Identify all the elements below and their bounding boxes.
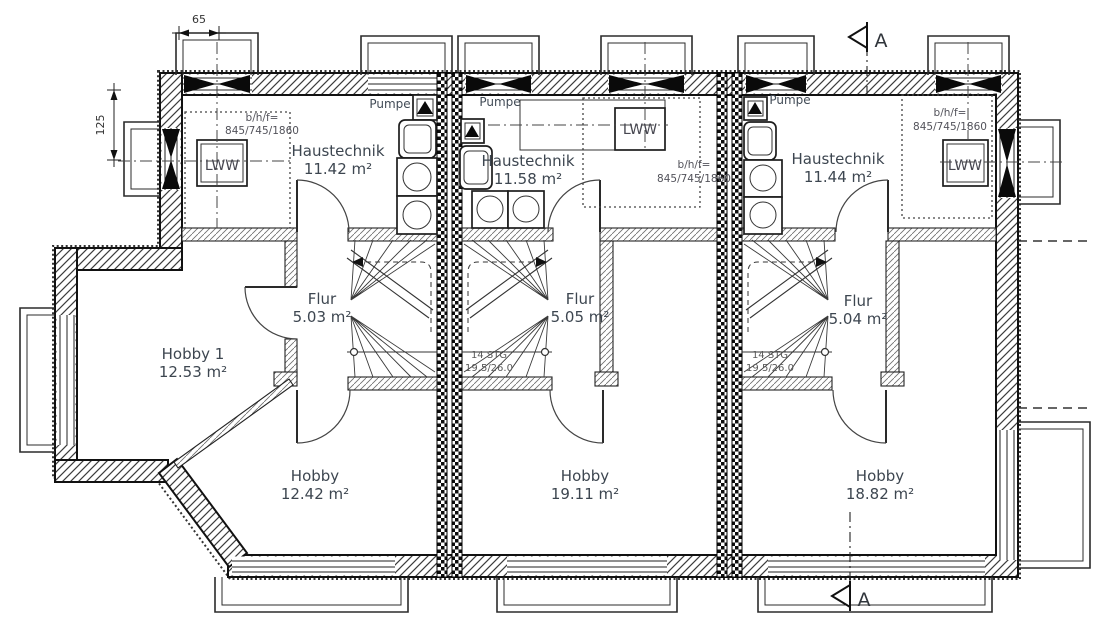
annotations [205, 93, 987, 374]
wall-chamfer [159, 459, 247, 567]
unit-2-fixtures [460, 42, 700, 228]
wall-north [160, 73, 1018, 95]
room-area-hobby-u3: 18.82 m² [845, 485, 915, 503]
room-area-flur-2: 5.05 m² [550, 308, 610, 326]
pump-label-u1: Pumpe [369, 97, 411, 111]
duct-spec-u2-l1: b/h/f= [677, 159, 711, 171]
room-label-flur-3: Flur [843, 292, 873, 310]
room-area-flur-1: 5.03 m² [292, 308, 352, 326]
room-label-flur-1: Flur [307, 290, 337, 308]
lightwell [124, 122, 160, 196]
dimension-left [94, 83, 121, 167]
room-label-haustechnik-1: Haustechnik [291, 142, 385, 160]
lightwell [738, 36, 814, 75]
dimension-top [172, 13, 226, 40]
lightwell [601, 36, 692, 75]
party-wall-2 [717, 73, 742, 577]
duct-spec-u1-l1: b/h/f= [245, 112, 279, 124]
bay-window [20, 308, 76, 452]
room-label-haustechnik-3: Haustechnik [791, 150, 885, 168]
stair-note-u2-l2: 19.5/26.0 [465, 363, 513, 374]
sink-icon [744, 122, 776, 160]
duct-spec-u3-l1: b/h/f= [933, 107, 967, 119]
room-label-flur-2: Flur [565, 290, 595, 308]
lightwell [458, 36, 539, 75]
sink-icon [399, 120, 436, 158]
room-area-hobby1: 12.53 m² [158, 363, 228, 381]
section-arrow-icon [849, 26, 867, 48]
room-label-hobby-u1: Hobby [290, 467, 340, 485]
room-label-haustechnik-2: Haustechnik [481, 152, 575, 170]
room-area-flur-3: 5.04 m² [828, 310, 888, 328]
party-wall-1 [437, 73, 462, 577]
stairs-unit-1 [347, 240, 437, 377]
lightwell [215, 577, 408, 612]
room-area-haustechnik-1: 11.42 m² [303, 160, 373, 178]
room-label-hobby1: Hobby 1 [161, 345, 225, 363]
room-label-hobby-u2: Hobby [560, 467, 610, 485]
duct-spec-u3-l2: 845/745/1860 [913, 121, 987, 133]
lightwell [361, 36, 452, 75]
lightwell [758, 577, 992, 612]
lightwell [497, 577, 677, 612]
duct-spec-u1-l2: 845/745/1860 [225, 125, 299, 137]
stair-note-u3-l1: 14 STG [751, 350, 789, 361]
room-area-haustechnik-2: 11.58 m² [493, 170, 563, 188]
pump-label-u2: Pumpe [479, 95, 521, 109]
heat-pump-label-u1: LWW [204, 158, 240, 174]
south-windows [215, 557, 992, 613]
room-area-haustechnik-3: 11.44 m² [803, 168, 873, 186]
dim-left-value: 125 [94, 114, 107, 136]
stair-note-u2-l1: 14 STG [470, 350, 508, 361]
lightwell [20, 308, 55, 452]
diagonal-wall [174, 379, 293, 468]
west-window [124, 122, 181, 196]
room-area-hobby-u2: 19.11 m² [550, 485, 620, 503]
section-label: A [857, 589, 871, 611]
stair-note-u3-l2: 19.5/26.0 [746, 363, 794, 374]
duct-spec-u2-l2: 845/745/1860 [657, 173, 731, 185]
heat-pump-label-u3: LWW [947, 158, 983, 174]
dim-top-value: 65 [192, 13, 206, 26]
pump-label-u3: Pumpe [769, 93, 811, 107]
section-arrow-icon [832, 585, 850, 607]
lightwell [1018, 422, 1090, 568]
section-label: A [874, 30, 888, 52]
room-label-hobby-u3: Hobby [855, 467, 905, 485]
heat-pump-label-u2: LWW [622, 122, 658, 138]
bay-wall-south [55, 460, 168, 482]
room-area-hobby-u1: 12.42 m² [280, 485, 350, 503]
